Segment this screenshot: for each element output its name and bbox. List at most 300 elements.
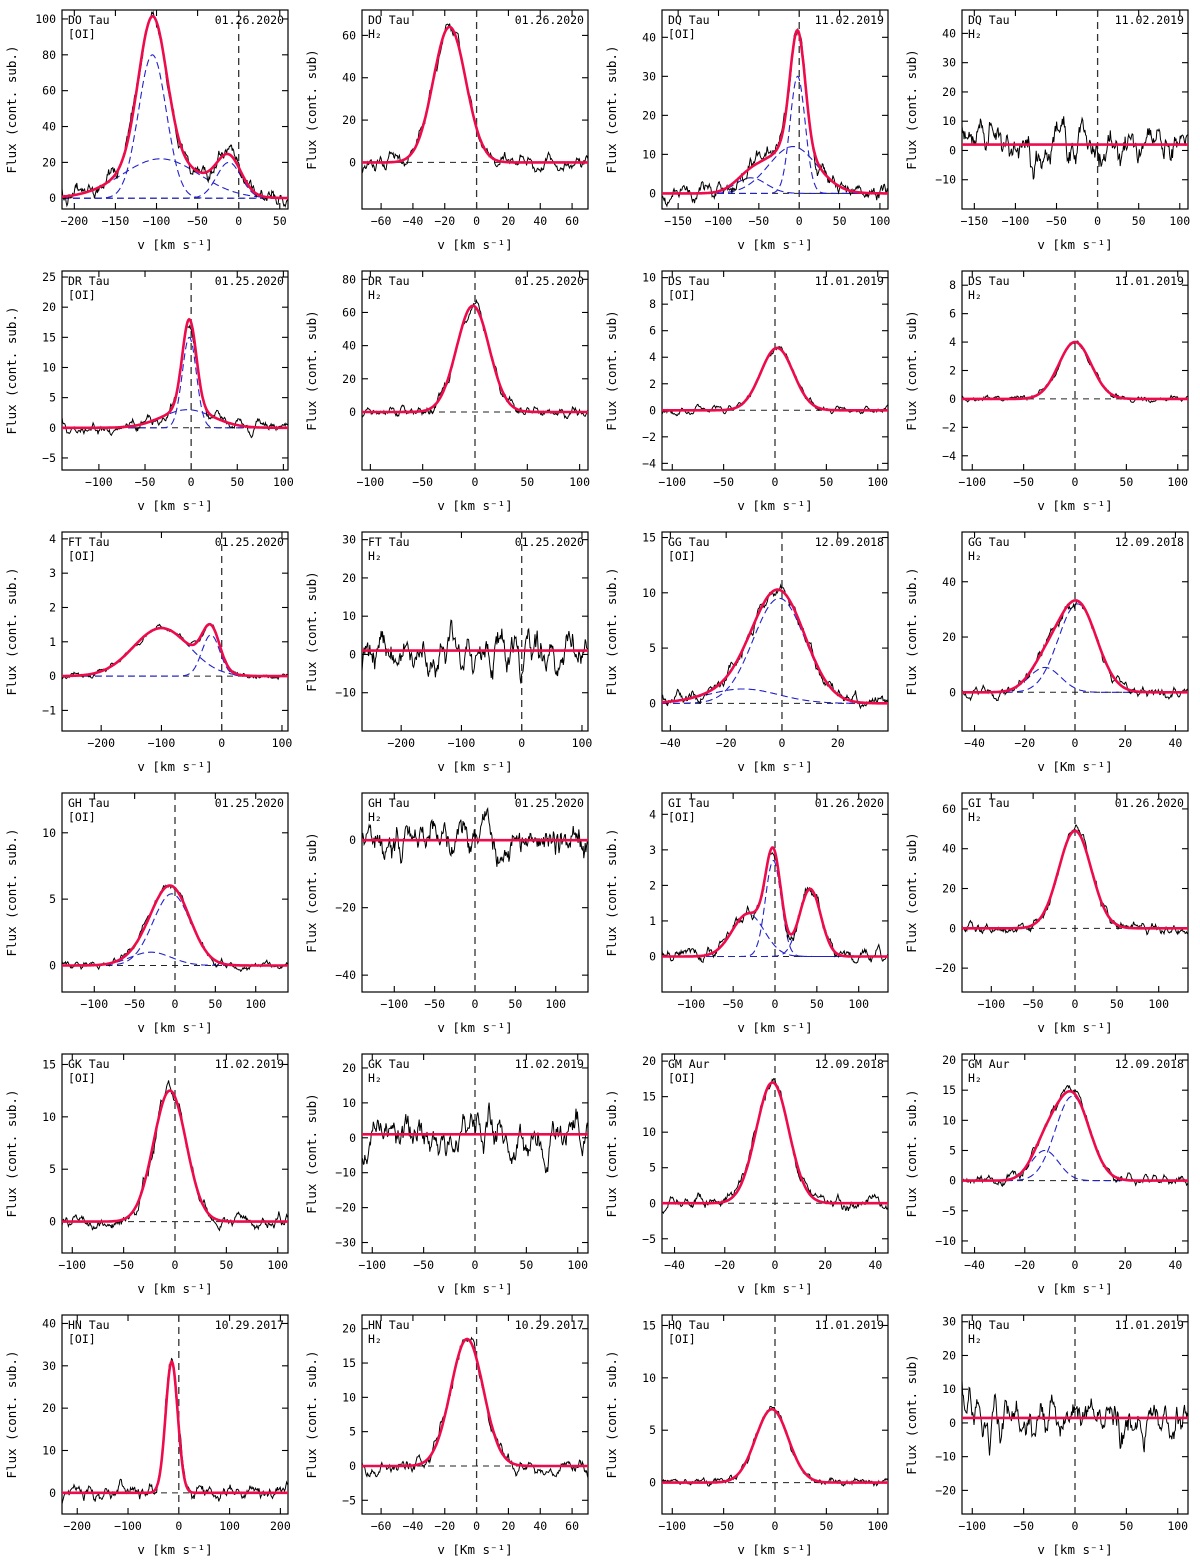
panel-19 [600,1044,900,1305]
panel-18 [300,1044,600,1305]
x-tick-label: 0 [1094,214,1102,228]
x-axis-title: v [km s⁻¹] [437,1281,513,1296]
target-label: GK Tau [368,1057,410,1071]
panel-9 [0,522,300,783]
x-tick-label: 50 [1119,475,1134,489]
y-tick-label: 0 [49,1485,56,1500]
target-label: FT Tau [68,535,110,549]
date-label: 11.01.2019 [1114,1318,1184,1332]
x-axis-title: v [km s⁻¹] [137,1020,213,1035]
plot-dr-tau-oi [0,261,300,522]
target-label: GG Tau [968,535,1010,549]
observed-spectrum [662,30,888,207]
line-label: [OI] [668,288,696,302]
fit-component-2 [62,635,288,676]
x-tick-label: 50 [508,997,523,1011]
y-tick-label: 5 [49,1162,56,1177]
x-tick-label: 0 [1071,1258,1079,1272]
target-label: GK Tau [68,1057,110,1071]
observed-spectrum [962,116,1188,179]
plot-ft-tau-oi [0,522,300,783]
y-tick-label: 0 [949,921,956,936]
y-tick-label: 30 [942,1314,956,1329]
plot-frame [62,532,288,731]
date-label: 01.25.2020 [514,796,584,810]
fit-component-1 [62,337,288,427]
panel-15 [600,783,900,1044]
x-tick-label: 100 [867,475,889,489]
plot-gm-aur-h2 [900,1044,1200,1305]
line-label: [OI] [668,27,696,41]
line-label: [OI] [68,1332,96,1346]
x-tick-label: −50 [413,1258,435,1272]
x-tick-label: −50 [134,475,156,489]
date-label: 01.26.2020 [1114,796,1184,810]
y-tick-label: 20 [942,630,956,645]
y-tick-label: 10 [642,1125,656,1140]
plot-frame [362,532,588,731]
x-tick-label: −50 [713,1519,735,1533]
y-tick-label: 0 [949,1173,956,1188]
y-tick-label: 30 [642,69,656,84]
target-label: DQ Tau [968,13,1010,27]
x-axis-title: v [km s⁻¹] [1037,498,1113,513]
x-tick-label: 0 [235,214,243,228]
line-label: H₂ [368,288,382,302]
y-tick-label: −2 [642,429,656,444]
target-label: DR Tau [68,274,110,288]
x-tick-label: −40 [402,1519,424,1533]
x-axis-title: v [km s⁻¹] [137,498,213,513]
y-tick-label: −20 [335,900,356,915]
x-tick-label: −100 [958,1519,987,1533]
target-label: DS Tau [668,274,710,288]
y-axis-title: Flux (cont. sub) [904,310,919,431]
observed-spectrum [662,585,888,708]
x-tick-label: 0 [473,1519,481,1533]
x-tick-label: −40 [964,736,985,750]
y-tick-label: 0 [349,1458,356,1473]
y-tick-label: 10 [42,1109,56,1124]
x-tick-label: −100 [658,475,687,489]
plot-gg-tau-oi [600,522,900,783]
panel-1 [0,0,300,261]
x-tick-label: −100 [380,997,409,1011]
date-label: 11.01.2019 [814,1318,884,1332]
plot-frame [62,271,288,470]
panel-11 [600,522,900,783]
panel-24 [900,1305,1200,1566]
y-tick-label: 80 [42,47,56,62]
x-axis-title: v [km s⁻¹] [737,498,813,513]
y-tick-label: 10 [342,1095,356,1110]
line-label: [OI] [68,810,96,824]
date-label: 11.02.2019 [514,1057,584,1071]
date-label: 11.02.2019 [214,1057,284,1071]
x-tick-label: 0 [795,214,803,228]
plot-frame [362,10,588,209]
date-label: 10.29.2017 [514,1318,584,1332]
panel-22 [300,1305,600,1566]
plot-frame [962,10,1188,209]
x-axis-title: v [km s⁻¹] [137,1281,213,1296]
y-tick-label: −1 [42,703,56,718]
plot-gk-tau-h2 [300,1044,600,1305]
y-tick-label: 0 [649,1475,656,1490]
x-tick-label: −150 [101,214,130,228]
line-label: H₂ [968,1071,982,1085]
y-tick-label: 40 [42,1316,56,1331]
x-axis-title: v [km s⁻¹] [1037,237,1113,252]
line-label: [OI] [68,549,96,563]
y-axis-title: Flux (cont. sub) [304,571,319,692]
plot-dr-tau-h2 [300,261,600,522]
y-tick-label: 6 [649,323,656,338]
x-tick-label: 100 [848,997,870,1011]
y-tick-label: 20 [942,1053,956,1068]
plot-hq-tau-h2 [900,1305,1200,1566]
x-tick-label: 50 [1109,997,1124,1011]
date-label: 01.25.2020 [214,796,284,810]
x-tick-label: −20 [714,1258,736,1272]
x-tick-label: −20 [434,214,456,228]
plot-ds-tau-h2 [900,261,1200,522]
panel-3 [600,0,900,261]
x-tick-label: −100 [114,1519,142,1533]
x-tick-label: 50 [520,475,535,489]
y-tick-label: 100 [35,11,56,26]
x-tick-label: 0 [471,475,479,489]
y-tick-label: 2 [49,600,56,615]
y-tick-label: 0 [949,1415,956,1430]
date-label: 12.09.2018 [1114,1057,1184,1071]
x-tick-label: 40 [533,214,548,228]
y-tick-label: 20 [942,84,956,99]
panel-2 [300,0,600,261]
y-tick-label: 1 [49,634,56,649]
y-tick-label: 20 [42,155,56,170]
date-label: 01.25.2020 [514,274,584,288]
line-label: [OI] [668,810,696,824]
y-tick-label: 0 [349,1130,356,1145]
x-tick-label: 100 [1169,214,1191,228]
panel-14 [300,783,600,1044]
target-label: GI Tau [668,796,710,810]
date-label: 01.25.2020 [214,274,284,288]
observed-spectrum [962,601,1188,701]
y-tick-label: −5 [42,450,56,465]
y-tick-label: 40 [342,338,356,353]
date-label: 01.26.2020 [514,13,584,27]
y-tick-label: −10 [335,1165,356,1180]
y-tick-label: 40 [942,26,956,41]
x-tick-label: −100 [142,214,171,228]
x-tick-label: −100 [58,1258,87,1272]
x-tick-label: 50 [819,1519,834,1533]
y-axis-title: Flux (cont. sub.) [4,567,19,696]
y-tick-label: −10 [335,685,356,700]
x-tick-label: 20 [501,1519,516,1533]
date-label: 01.25.2020 [514,535,584,549]
x-axis-title: v [km s⁻¹] [737,1542,813,1557]
y-tick-label: 30 [42,1358,56,1373]
date-label: 12.09.2018 [814,535,884,549]
y-tick-label: 15 [642,1089,656,1104]
y-tick-label: 2 [649,376,656,391]
x-tick-label: 100 [569,475,591,489]
y-tick-label: 10 [642,585,656,600]
x-tick-label: −50 [1046,214,1067,228]
y-axis-title: Flux (cont. sub.) [904,567,919,696]
x-tick-label: −20 [434,1519,456,1533]
x-tick-label: −50 [124,997,146,1011]
line-label: H₂ [968,549,982,563]
panel-7 [600,261,900,522]
target-label: GG Tau [668,535,710,549]
line-label: H₂ [968,27,982,41]
x-tick-label: 50 [208,997,223,1011]
observed-spectrum [962,1086,1188,1187]
plot-dq-tau-oi [600,0,900,261]
y-axis-title: Flux (cont. sub.) [604,1350,619,1479]
x-tick-label: −100 [80,997,109,1011]
panel-23 [600,1305,900,1566]
target-label: GI Tau [968,796,1010,810]
plot-hn-tau-h2 [300,1305,600,1566]
y-tick-label: 0 [349,155,356,170]
y-tick-label: −20 [935,1483,956,1498]
line-label: [OI] [668,1332,696,1346]
y-tick-label: 0 [949,391,956,406]
target-label: DO Tau [368,13,410,27]
x-tick-label: 100 [272,475,294,489]
y-tick-label: −4 [642,456,656,471]
fit-component-1 [662,598,888,703]
fit-component-1 [662,76,888,193]
x-tick-label: 50 [832,214,847,228]
line-label: [OI] [68,288,96,302]
y-tick-label: 0 [649,1196,656,1211]
y-tick-label: 10 [942,1113,956,1128]
target-label: DQ Tau [668,13,710,27]
y-tick-label: 80 [342,272,356,287]
x-tick-label: 50 [1131,214,1146,228]
y-tick-label: −20 [935,961,956,976]
y-tick-label: 5 [949,1143,956,1158]
x-axis-title: v [km s⁻¹] [137,237,213,252]
y-tick-label: 40 [942,574,956,589]
x-axis-title: v [km s⁻¹] [437,1020,513,1035]
date-label: 11.01.2019 [814,274,884,288]
y-tick-label: 0 [49,191,56,206]
y-tick-label: 0 [949,685,956,700]
x-axis-title: v [km s⁻¹] [1037,1281,1113,1296]
panel-20 [900,1044,1200,1305]
line-label: H₂ [368,1071,382,1085]
x-tick-label: 0 [771,1519,779,1533]
x-tick-label: −50 [1022,997,1044,1011]
total-fit [362,1339,588,1466]
y-axis-title: Flux (cont. sub) [304,832,319,953]
x-tick-label: −100 [1001,214,1030,228]
plot-gi-tau-oi [600,783,900,1044]
y-tick-label: −5 [642,1231,656,1246]
x-tick-label: 100 [567,1258,589,1272]
plot-frame [662,10,888,209]
y-tick-label: 5 [349,1424,356,1439]
y-tick-label: 4 [649,807,656,822]
y-tick-label: 10 [42,1443,56,1458]
panel-5 [0,261,300,522]
x-tick-label: −50 [713,475,735,489]
y-tick-label: 15 [42,330,56,345]
x-axis-title: v [km s⁻¹] [437,759,513,774]
x-tick-label: 100 [271,736,293,750]
y-tick-label: 1 [649,913,656,928]
x-tick-label: −50 [187,214,208,228]
x-tick-label: 20 [501,214,516,228]
y-tick-label: 8 [649,297,656,312]
date-label: 11.02.2019 [814,13,884,27]
x-tick-label: −40 [964,1258,985,1272]
y-tick-label: −10 [935,172,956,187]
y-tick-label: 10 [342,1390,356,1405]
y-tick-label: 0 [49,669,56,684]
y-tick-label: 10 [342,609,356,624]
target-label: HN Tau [68,1318,110,1332]
x-axis-title: v [Km s⁻¹] [437,1542,513,1557]
y-tick-label: 60 [942,801,956,816]
target-label: FT Tau [368,535,410,549]
x-tick-label: −150 [960,214,989,228]
x-tick-label: 50 [219,1258,234,1272]
x-tick-label: 0 [771,997,779,1011]
x-tick-label: 60 [565,214,580,228]
x-tick-label: 100 [1167,475,1189,489]
line-label: H₂ [368,1332,382,1346]
fit-component-2 [62,410,288,428]
x-tick-label: 50 [1119,1519,1134,1533]
total-fit [62,1362,288,1493]
x-tick-label: 50 [230,475,245,489]
plot-hq-tau-oi [600,1305,900,1566]
y-tick-label: 10 [642,1370,656,1385]
x-tick-label: 100 [1148,997,1170,1011]
y-tick-label: 0 [49,958,56,973]
x-tick-label: 100 [869,214,891,228]
x-tick-label: −50 [412,475,434,489]
y-tick-label: 15 [942,1083,956,1098]
y-tick-label: 20 [942,1348,956,1363]
x-tick-label: −100 [447,736,476,750]
date-label: 10.29.2017 [214,1318,284,1332]
y-axis-title: Flux (cont. sub.) [4,1350,19,1479]
y-axis-title: Flux (cont. sub.) [4,45,19,174]
x-tick-label: −200 [60,214,89,228]
x-tick-label: 40 [1168,1258,1183,1272]
y-tick-label: 25 [42,270,56,285]
x-tick-label: 50 [519,1258,534,1272]
y-tick-label: 0 [349,833,356,848]
y-tick-label: 0 [49,420,56,435]
date-label: 11.01.2019 [1114,274,1184,288]
target-label: GM Aur [968,1057,1010,1071]
y-tick-label: 20 [342,1060,356,1075]
y-axis-title: Flux (cont. sub) [904,832,919,953]
y-tick-label: −2 [942,420,956,435]
target-label: GM Aur [668,1057,710,1071]
x-tick-label: 0 [778,736,786,750]
y-tick-label: 20 [342,570,356,585]
y-tick-label: 15 [42,1057,56,1072]
x-axis-title: v [km s⁻¹] [737,1281,813,1296]
x-tick-label: 20 [1118,736,1133,750]
panel-4 [900,0,1200,261]
y-tick-label: 40 [42,119,56,134]
y-axis-title: Flux (cont. sub) [304,310,319,431]
target-label: HQ Tau [968,1318,1010,1332]
plot-gm-aur-oi [600,1044,900,1305]
x-tick-label: 20 [1118,1258,1133,1272]
fit-component-1 [62,628,288,676]
panel-6 [300,261,600,522]
total-fit [662,590,888,704]
x-tick-label: 0 [1071,475,1079,489]
x-tick-label: 0 [1071,997,1079,1011]
total-fit [362,27,588,163]
x-tick-label: −20 [1014,1258,1036,1272]
y-tick-label: 20 [342,371,356,386]
y-tick-label: 20 [342,113,356,128]
y-tick-label: 40 [642,30,656,45]
target-label: HQ Tau [668,1318,710,1332]
x-tick-label: 0 [171,997,179,1011]
target-label: DO Tau [68,13,110,27]
y-tick-label: −10 [935,1233,956,1248]
y-tick-label: 0 [49,1214,56,1229]
line-label: H₂ [968,288,982,302]
x-tick-label: −50 [748,214,770,228]
y-axis-title: Flux (cont. sub.) [4,306,19,435]
y-tick-label: 3 [649,842,656,857]
x-tick-label: −50 [1013,1519,1035,1533]
y-tick-label: 15 [342,1356,356,1371]
x-tick-label: 20 [830,736,845,750]
y-tick-label: −30 [335,1235,356,1250]
y-axis-title: Flux (cont. sub.) [604,567,619,696]
x-tick-label: 100 [219,1519,240,1533]
x-tick-label: 0 [1071,736,1079,750]
x-tick-label: −100 [85,475,113,489]
date-label: 11.02.2019 [1114,13,1184,27]
y-tick-label: −5 [342,1493,356,1508]
x-tick-label: 0 [171,1258,179,1272]
x-tick-label: 0 [518,736,526,750]
y-tick-label: 0 [349,404,356,419]
x-tick-label: 0 [175,1519,183,1533]
y-axis-title: Flux (cont. sub.) [604,1089,619,1218]
y-tick-label: 10 [942,114,956,129]
x-tick-label: 0 [1071,1519,1079,1533]
plot-gg-tau-h2 [900,522,1200,783]
line-label: [OI] [68,1071,96,1085]
y-tick-label: −40 [335,968,356,983]
x-axis-title: v [km s⁻¹] [1037,1542,1113,1557]
y-tick-label: 2 [949,363,956,378]
target-label: HN Tau [368,1318,410,1332]
y-tick-label: −4 [942,448,956,463]
x-tick-label: 100 [867,1519,889,1533]
